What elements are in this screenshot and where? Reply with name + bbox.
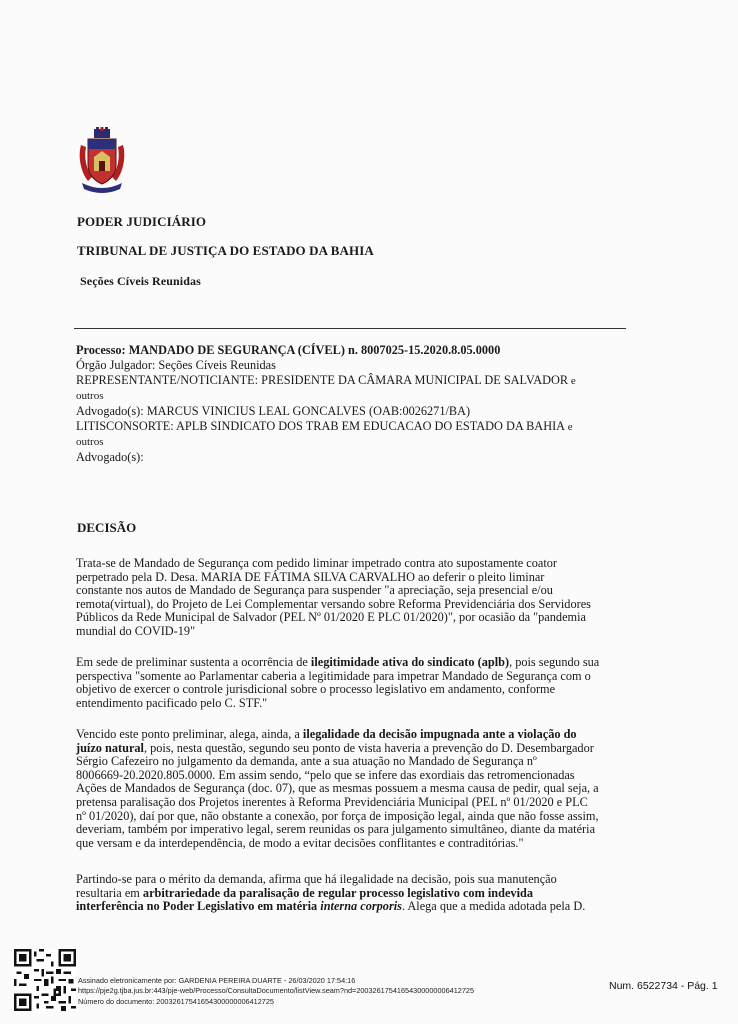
italic-emphasis-text: interna corporis [320,899,402,914]
paragraph-line: perpetrado pela D. Desa. MARIA DE FÁTIMA SILVA CARVALHO ao deferir o pleito liminar [76,569,545,584]
emphasis-text: ilegalidade da decisão impugnada ante a violação do [302,727,577,741]
signed-by: Assinado eletronicamente por: GARDENIA PEREIRA DUARTE - 26/03/2020 17:54:16 [78,976,356,985]
emphasis-text: interferência no Poder Legislativo em matéria [76,899,321,914]
text-run: , pois segundo sua [509,655,600,669]
paragraph-2 [76,656,641,710]
paragraph-line: deveriam, também por imperativo legal, serem reunidas os para julgamento simultâneo, diante da matéria [76,822,596,837]
representative-others: outros [76,390,104,402]
text-run: , pois, nesta questão, segundo seu ponto de vista haveria a prevenção do D. Desembargador [143,740,594,755]
joint-party: LITISCONSORTE: APLB SINDICATO DOS TRAB EM EDUCACAO DO ESTADO DA BAHIA [76,419,566,433]
court-name-heading: TRIBUNAL DE JUSTIÇA DO ESTADO DA BAHIA [77,243,374,258]
paragraph-line [76,742,641,756]
case-metadata [76,343,636,465]
paragraph-line: entendimento pacificado pelo C. STF." [76,695,268,710]
lawyer-1: Advogado(s): MARCUS VINICIUS LEAL GONCALVES (OAB:0026271/BA) [76,404,471,418]
emphasis-text: juízo natural [76,740,144,755]
paragraph-line: Partindo-se para o mérito da demanda, afirma que há ilegalidade na decisão, pois sua manutenção [76,872,557,886]
paragraph-4 [76,873,641,914]
qr-code-icon[interactable] [14,949,76,1011]
paragraph-line [76,656,641,670]
text-run: Vencido este ponto preliminar, alega, ainda, a [76,727,303,741]
paragraph-line: Ações de Mandados de Segurança (doc. 07), que as mesmas possuem a mesma causa de pedir, qual seja, a [76,781,599,796]
header-divider [74,328,626,329]
paragraph-line [76,900,641,914]
text-run: resultaria em [76,885,143,900]
paragraph-line: nº 01/2020), daí por que, não obstante a conexão, por força de imposição legal, ainda que não fosse assim, [76,808,599,823]
paragraph-line: 8006669-20.2020.805.0000. Em assim sendo, “pelo que se infere das exordiais das retromencionadas [76,767,575,782]
bahia-coat-of-arms-icon [78,127,126,193]
representative-line [76,373,636,389]
paragraph-line: Sérgio Cafezeiro no julgamento da demanda, ante a sua atuação no Mandado de Segurança nº [76,754,537,769]
paragraph-3 [76,728,641,850]
paragraph-line: que versam e da interdependência, de modo a evitar decisões conflitantes e contraditórias." [76,835,524,850]
joint-party-line [76,419,636,435]
case-number: Processo: MANDADO DE SEGURANÇA (CÍVEL) n. 8007025-15.2020.8.05.0000 [76,343,501,357]
emphasis-text: ilegitimidade ativa do sindicato (aplb) [310,655,510,669]
text-run: . Alega que a medida adotada pela D. [401,899,586,914]
representative-suffix: e [568,375,576,387]
paragraph-line [76,728,641,742]
chamber-heading: Seções Cíveis Reunidas [80,274,201,288]
document-url-link[interactable]: https://pje2g.tjba.jus.br:443/pje-web/Processo/ConsultaDocumento/listView.seam?nd=20032617541654300000006412725 [78,986,475,996]
joint-party-suffix: e [565,421,573,433]
document-number: Número do documento: 20032617541654300000006412725 [78,996,274,1006]
representative: REPRESENTANTE/NOTICIANTE: PRESIDENTE DA CÂMARA MUNICIPAL DE SALVADOR [76,373,569,387]
paragraph-line: remota(virtual), do Projeto de Lei Complementar versando sobre Reforma Previdenciária dos Servidores [76,596,591,611]
decision-title: DECISÃO [77,520,137,535]
paragraph-1 [76,557,641,639]
judging-body: Órgão Julgador: Seções Cíveis Reunidas [76,358,276,372]
paragraph-line: perspectiva "somente ao Parlamentar caberia a legitimidade para impetrar Mandado de Segurança com o [76,668,591,683]
paragraph-line: objetivo de exercer o controle jurisdicional sobre o processo legislativo em andamento, conforme [76,682,556,697]
paragraph-line: mundial do COVID-19" [76,623,196,638]
page-number: Num. 6522734 - Pág. 1 [609,980,718,992]
joint-party-others: outros [76,436,104,448]
paragraph-line: constante nos autos de Mandado de Segurança para suspender "a apreciação, seja presencial e/ou [76,583,553,598]
signature-block [78,976,474,1007]
emphasis-text: arbitrariedade da paralisação de regular processo legislativo com indevida [142,885,533,900]
text-run: Em sede de preliminar sustenta a ocorrência de [76,655,311,669]
court-branch-heading: PODER JUDICIÁRIO [77,214,207,229]
lawyer-2: Advogado(s): [76,450,144,464]
paragraph-line: Trata-se de Mandado de Segurança com pedido liminar impetrado contra ato supostamente coator [76,556,558,570]
paragraph-line: Públicos da Rede Municipal de Salvador (PEL Nº 01/2020 E PLC 01/2020)", por ocasião da "pandemia [76,610,586,625]
paragraph-line [76,887,641,901]
paragraph-line: pretensa paralisação dos Projetos inerentes à Reforma Previdenciária Municipal (PEL nº 01/2020 e PLC [76,794,588,809]
